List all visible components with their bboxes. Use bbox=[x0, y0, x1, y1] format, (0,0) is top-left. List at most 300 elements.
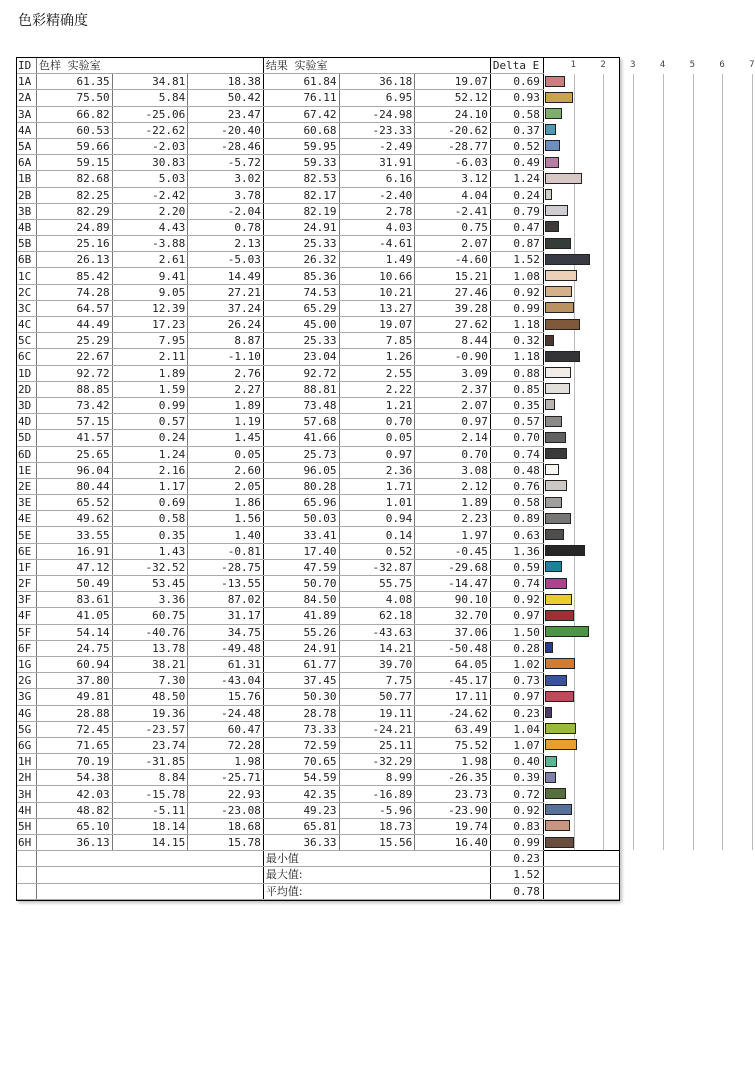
ref-a: -2.42 bbox=[112, 187, 188, 203]
patch-id: 4C bbox=[17, 317, 37, 333]
table-row bbox=[17, 624, 619, 640]
grid-line bbox=[633, 673, 634, 689]
grid-line bbox=[633, 349, 634, 365]
patch-id: 6D bbox=[17, 446, 37, 462]
delta-e-value: 0.23 bbox=[490, 705, 543, 721]
ref-l: 82.29 bbox=[37, 203, 113, 219]
header-delta-e: Delta E bbox=[490, 58, 543, 74]
grid-line bbox=[633, 786, 634, 802]
grid-line bbox=[574, 284, 575, 300]
delta-e-value: 0.24 bbox=[490, 187, 543, 203]
grid-line bbox=[722, 818, 723, 834]
ref-b: 1.89 bbox=[188, 397, 264, 413]
res-a: 4.03 bbox=[339, 219, 415, 235]
ref-l: 48.82 bbox=[37, 802, 113, 818]
ref-a: 17.23 bbox=[112, 317, 188, 333]
grid-line bbox=[603, 236, 604, 252]
ref-b: 3.02 bbox=[188, 171, 264, 187]
delta-e-value: 0.72 bbox=[490, 786, 543, 802]
grid-line bbox=[603, 284, 604, 300]
ref-b: 61.31 bbox=[188, 656, 264, 672]
delta-e-value: 0.97 bbox=[490, 608, 543, 624]
delta-e-value: 0.88 bbox=[490, 365, 543, 381]
patch-id: 3D bbox=[17, 397, 37, 413]
ref-a: 1.89 bbox=[112, 365, 188, 381]
res-l: 73.48 bbox=[263, 397, 339, 413]
grid-line bbox=[722, 478, 723, 494]
delta-e-bar bbox=[545, 804, 572, 815]
delta-e-table-container bbox=[16, 57, 755, 901]
res-a: 10.21 bbox=[339, 284, 415, 300]
bar-cell bbox=[543, 640, 619, 656]
blank-cell bbox=[543, 851, 619, 867]
res-a: -32.29 bbox=[339, 754, 415, 770]
grid-line bbox=[752, 203, 753, 219]
grid-line bbox=[633, 138, 634, 154]
ref-l: 24.89 bbox=[37, 219, 113, 235]
res-a: 8.99 bbox=[339, 770, 415, 786]
res-l: 26.32 bbox=[263, 252, 339, 268]
delta-e-value: 0.83 bbox=[490, 818, 543, 834]
delta-e-bar bbox=[545, 626, 590, 637]
res-l: 67.42 bbox=[263, 106, 339, 122]
summary-row bbox=[17, 883, 619, 899]
grid-line bbox=[722, 74, 723, 90]
res-b: 3.08 bbox=[415, 462, 491, 478]
res-b: 64.05 bbox=[415, 656, 491, 672]
delta-e-value: 0.48 bbox=[490, 462, 543, 478]
ref-l: 49.81 bbox=[37, 689, 113, 705]
res-a: -24.98 bbox=[339, 106, 415, 122]
patch-id: 3H bbox=[17, 786, 37, 802]
res-l: 65.81 bbox=[263, 818, 339, 834]
grid-line bbox=[633, 543, 634, 559]
res-a: 1.01 bbox=[339, 495, 415, 511]
grid-line bbox=[693, 219, 694, 235]
ref-a: 2.16 bbox=[112, 462, 188, 478]
grid-line bbox=[693, 333, 694, 349]
grid-line bbox=[574, 689, 575, 705]
res-b: 27.46 bbox=[415, 284, 491, 300]
grid-line bbox=[693, 446, 694, 462]
bar-cell bbox=[543, 818, 619, 834]
bar-cell bbox=[543, 203, 619, 219]
grid-line bbox=[722, 802, 723, 818]
grid-line bbox=[603, 90, 604, 106]
res-l: 70.65 bbox=[263, 754, 339, 770]
grid-line bbox=[633, 511, 634, 527]
ref-a: -40.76 bbox=[112, 624, 188, 640]
delta-e-bar bbox=[545, 513, 571, 524]
ref-b: -43.04 bbox=[188, 673, 264, 689]
ref-b: 87.02 bbox=[188, 592, 264, 608]
table-row bbox=[17, 786, 619, 802]
ref-b: 0.05 bbox=[188, 446, 264, 462]
delta-e-bar bbox=[545, 351, 580, 362]
res-b: -28.77 bbox=[415, 138, 491, 154]
grid-line bbox=[752, 397, 753, 413]
table-row bbox=[17, 171, 619, 187]
delta-e-bar bbox=[545, 399, 555, 410]
table-row bbox=[17, 155, 619, 171]
res-b: 63.49 bbox=[415, 721, 491, 737]
delta-e-value: 0.99 bbox=[490, 835, 543, 851]
grid-line bbox=[663, 478, 664, 494]
grid-line bbox=[633, 365, 634, 381]
delta-e-bar bbox=[545, 545, 585, 556]
grid-line bbox=[752, 835, 753, 851]
table-row bbox=[17, 333, 619, 349]
res-l: 84.50 bbox=[263, 592, 339, 608]
res-b: 16.40 bbox=[415, 835, 491, 851]
grid-line bbox=[663, 414, 664, 430]
grid-line bbox=[663, 818, 664, 834]
table-row bbox=[17, 721, 619, 737]
table-row bbox=[17, 203, 619, 219]
grid-line bbox=[663, 462, 664, 478]
grid-line bbox=[574, 592, 575, 608]
res-l: 80.28 bbox=[263, 478, 339, 494]
ref-b: 1.40 bbox=[188, 527, 264, 543]
grid-line bbox=[574, 333, 575, 349]
ref-l: 65.52 bbox=[37, 495, 113, 511]
grid-line bbox=[752, 171, 753, 187]
res-l: 24.91 bbox=[263, 219, 339, 235]
res-b: -6.03 bbox=[415, 155, 491, 171]
grid-line bbox=[752, 268, 753, 284]
delta-e-value: 0.85 bbox=[490, 381, 543, 397]
grid-line bbox=[693, 317, 694, 333]
delta-e-value: 0.69 bbox=[490, 74, 543, 90]
ref-b: 26.24 bbox=[188, 317, 264, 333]
grid-line bbox=[603, 381, 604, 397]
table-row bbox=[17, 835, 619, 851]
res-b: 2.07 bbox=[415, 236, 491, 252]
ref-a: 2.20 bbox=[112, 203, 188, 219]
grid-line bbox=[722, 786, 723, 802]
ref-a: 0.57 bbox=[112, 414, 188, 430]
grid-line bbox=[633, 478, 634, 494]
bar-cell bbox=[543, 365, 619, 381]
res-l: 23.04 bbox=[263, 349, 339, 365]
ref-b: 23.47 bbox=[188, 106, 264, 122]
res-a: 1.71 bbox=[339, 478, 415, 494]
res-b: 75.52 bbox=[415, 737, 491, 753]
ref-l: 25.16 bbox=[37, 236, 113, 252]
ref-a: 34.81 bbox=[112, 74, 188, 90]
delta-e-value: 0.58 bbox=[490, 106, 543, 122]
patch-id: 3A bbox=[17, 106, 37, 122]
grid-line bbox=[722, 511, 723, 527]
grid-line bbox=[603, 171, 604, 187]
grid-line bbox=[722, 187, 723, 203]
res-b: 3.12 bbox=[415, 171, 491, 187]
grid-line bbox=[603, 592, 604, 608]
res-b: 27.62 bbox=[415, 317, 491, 333]
grid-line bbox=[574, 203, 575, 219]
res-a: 2.55 bbox=[339, 365, 415, 381]
delta-e-bar bbox=[545, 448, 567, 459]
ref-a: 0.58 bbox=[112, 511, 188, 527]
grid-line bbox=[693, 187, 694, 203]
ref-a: 48.50 bbox=[112, 689, 188, 705]
delta-e-value: 1.18 bbox=[490, 317, 543, 333]
delta-e-value: 0.70 bbox=[490, 430, 543, 446]
patch-id: 2D bbox=[17, 381, 37, 397]
res-a: 2.78 bbox=[339, 203, 415, 219]
grid-line bbox=[693, 171, 694, 187]
bar-cell bbox=[543, 414, 619, 430]
patch-id: 5G bbox=[17, 721, 37, 737]
blank-cell bbox=[543, 867, 619, 883]
grid-line bbox=[752, 770, 753, 786]
res-l: 82.19 bbox=[263, 203, 339, 219]
delta-e-bar bbox=[545, 432, 566, 443]
grid-line bbox=[693, 90, 694, 106]
grid-line bbox=[722, 835, 723, 851]
ref-b: -2.04 bbox=[188, 203, 264, 219]
res-b: 52.12 bbox=[415, 90, 491, 106]
grid-line bbox=[633, 397, 634, 413]
bar-cell bbox=[543, 74, 619, 90]
grid-line bbox=[752, 511, 753, 527]
table-row bbox=[17, 754, 619, 770]
grid-line bbox=[633, 802, 634, 818]
table-row bbox=[17, 236, 619, 252]
grid-line bbox=[752, 349, 753, 365]
ref-l: 59.15 bbox=[37, 155, 113, 171]
res-l: 37.45 bbox=[263, 673, 339, 689]
ref-l: 82.25 bbox=[37, 187, 113, 203]
ref-a: 0.99 bbox=[112, 397, 188, 413]
grid-line bbox=[574, 236, 575, 252]
patch-id: 5D bbox=[17, 430, 37, 446]
delta-e-value: 0.58 bbox=[490, 495, 543, 511]
ref-a: -3.88 bbox=[112, 236, 188, 252]
grid-line bbox=[722, 219, 723, 235]
delta-e-bar bbox=[545, 416, 562, 427]
ref-l: 33.55 bbox=[37, 527, 113, 543]
grid-line bbox=[722, 430, 723, 446]
ref-a: 0.24 bbox=[112, 430, 188, 446]
chart-axis-ticks bbox=[543, 58, 755, 74]
grid-line bbox=[722, 268, 723, 284]
grid-line bbox=[633, 333, 634, 349]
table-row bbox=[17, 397, 619, 413]
grid-line bbox=[603, 74, 604, 90]
ref-l: 50.49 bbox=[37, 576, 113, 592]
grid-line bbox=[752, 656, 753, 672]
ref-l: 24.75 bbox=[37, 640, 113, 656]
res-b: -26.35 bbox=[415, 770, 491, 786]
grid-line bbox=[752, 284, 753, 300]
grid-line bbox=[663, 284, 664, 300]
delta-e-bar bbox=[545, 497, 562, 508]
grid-line bbox=[603, 414, 604, 430]
grid-line bbox=[663, 576, 664, 592]
ref-l: 61.35 bbox=[37, 74, 113, 90]
grid-line bbox=[663, 349, 664, 365]
ref-a: -32.52 bbox=[112, 559, 188, 575]
table-row bbox=[17, 106, 619, 122]
grid-line bbox=[693, 300, 694, 316]
res-a: 0.52 bbox=[339, 543, 415, 559]
grid-line bbox=[663, 203, 664, 219]
bar-cell bbox=[543, 673, 619, 689]
ref-l: 75.50 bbox=[37, 90, 113, 106]
ref-l: 60.53 bbox=[37, 122, 113, 138]
tick-label: 2 bbox=[600, 60, 606, 70]
table-row bbox=[17, 381, 619, 397]
res-b: 8.44 bbox=[415, 333, 491, 349]
grid-line bbox=[603, 559, 604, 575]
bar-cell bbox=[543, 737, 619, 753]
grid-line bbox=[722, 721, 723, 737]
delta-e-value: 0.99 bbox=[490, 300, 543, 316]
grid-line bbox=[633, 268, 634, 284]
ref-l: 96.04 bbox=[37, 462, 113, 478]
grid-line bbox=[693, 640, 694, 656]
grid-line bbox=[752, 414, 753, 430]
table-row bbox=[17, 737, 619, 753]
ref-l: 44.49 bbox=[37, 317, 113, 333]
delta-e-value: 1.04 bbox=[490, 721, 543, 737]
tick-label: 4 bbox=[659, 60, 666, 70]
res-b: 2.37 bbox=[415, 381, 491, 397]
ref-a: 13.78 bbox=[112, 640, 188, 656]
grid-line bbox=[603, 608, 604, 624]
grid-line bbox=[603, 802, 604, 818]
delta-e-value: 0.37 bbox=[490, 122, 543, 138]
grid-line bbox=[663, 446, 664, 462]
grid-line bbox=[603, 349, 604, 365]
bar-cell bbox=[543, 721, 619, 737]
ref-l: 42.03 bbox=[37, 786, 113, 802]
grid-line bbox=[633, 122, 634, 138]
table-row bbox=[17, 495, 619, 511]
delta-e-bar bbox=[545, 367, 571, 378]
ref-b: 15.76 bbox=[188, 689, 264, 705]
summary-label: 最大值: bbox=[263, 867, 490, 883]
patch-id: 1C bbox=[17, 268, 37, 284]
grid-line bbox=[722, 381, 723, 397]
res-l: 65.29 bbox=[263, 300, 339, 316]
ref-b: 0.78 bbox=[188, 219, 264, 235]
grid-line bbox=[752, 74, 753, 90]
res-l: 24.91 bbox=[263, 640, 339, 656]
delta-e-value: 0.52 bbox=[490, 138, 543, 154]
table-row bbox=[17, 802, 619, 818]
grid-line bbox=[603, 673, 604, 689]
tick-label: 1 bbox=[570, 60, 577, 70]
grid-line bbox=[603, 187, 604, 203]
res-l: 57.68 bbox=[263, 414, 339, 430]
grid-line bbox=[603, 203, 604, 219]
ref-a: 3.36 bbox=[112, 592, 188, 608]
grid-line bbox=[722, 656, 723, 672]
ref-b: 31.17 bbox=[188, 608, 264, 624]
ref-b: -1.10 bbox=[188, 349, 264, 365]
grid-line bbox=[752, 754, 753, 770]
grid-line bbox=[663, 705, 664, 721]
grid-line bbox=[574, 705, 575, 721]
header-result-lab: 结果 实验室 bbox=[263, 58, 490, 74]
grid-line bbox=[633, 689, 634, 705]
grid-line bbox=[722, 527, 723, 543]
grid-line bbox=[633, 754, 634, 770]
grid-line bbox=[752, 333, 753, 349]
grid-line bbox=[693, 268, 694, 284]
grid-line bbox=[752, 592, 753, 608]
grid-line bbox=[752, 187, 753, 203]
grid-line bbox=[693, 802, 694, 818]
patch-id: 6E bbox=[17, 543, 37, 559]
ref-b: -5.03 bbox=[188, 252, 264, 268]
grid-line bbox=[574, 608, 575, 624]
grid-line bbox=[574, 640, 575, 656]
grid-line bbox=[693, 527, 694, 543]
bar-cell bbox=[543, 624, 619, 640]
res-l: 61.77 bbox=[263, 656, 339, 672]
grid-line bbox=[752, 705, 753, 721]
bar-cell bbox=[543, 478, 619, 494]
ref-a: 1.43 bbox=[112, 543, 188, 559]
table-row bbox=[17, 187, 619, 203]
res-b: 32.70 bbox=[415, 608, 491, 624]
ref-a: 2.61 bbox=[112, 252, 188, 268]
ref-b: -49.48 bbox=[188, 640, 264, 656]
res-a: 62.18 bbox=[339, 608, 415, 624]
grid-line bbox=[663, 673, 664, 689]
ref-b: 18.38 bbox=[188, 74, 264, 90]
ref-b: -0.81 bbox=[188, 543, 264, 559]
res-a: 4.08 bbox=[339, 592, 415, 608]
bar-cell bbox=[543, 802, 619, 818]
ref-a: 5.84 bbox=[112, 90, 188, 106]
table-row bbox=[17, 608, 619, 624]
res-l: 50.30 bbox=[263, 689, 339, 705]
ref-a: 19.36 bbox=[112, 705, 188, 721]
res-b: 2.12 bbox=[415, 478, 491, 494]
grid-line bbox=[722, 90, 723, 106]
patch-id: 4A bbox=[17, 122, 37, 138]
grid-line bbox=[663, 155, 664, 171]
grid-line bbox=[633, 656, 634, 672]
blank-cell bbox=[17, 883, 37, 899]
res-a: -23.33 bbox=[339, 122, 415, 138]
grid-line bbox=[603, 155, 604, 171]
ref-a: 5.03 bbox=[112, 171, 188, 187]
table-row bbox=[17, 462, 619, 478]
grid-line bbox=[603, 219, 604, 235]
grid-line bbox=[633, 317, 634, 333]
res-a: 1.49 bbox=[339, 252, 415, 268]
grid-line bbox=[722, 754, 723, 770]
grid-line bbox=[693, 608, 694, 624]
ref-b: 18.68 bbox=[188, 818, 264, 834]
grid-line bbox=[663, 592, 664, 608]
res-b: -24.62 bbox=[415, 705, 491, 721]
grid-line bbox=[752, 673, 753, 689]
grid-line bbox=[722, 414, 723, 430]
grid-line bbox=[603, 576, 604, 592]
grid-line bbox=[693, 786, 694, 802]
delta-e-bar bbox=[545, 205, 569, 216]
grid-line bbox=[693, 106, 694, 122]
res-l: 50.70 bbox=[263, 576, 339, 592]
grid-line bbox=[603, 656, 604, 672]
table-row bbox=[17, 300, 619, 316]
